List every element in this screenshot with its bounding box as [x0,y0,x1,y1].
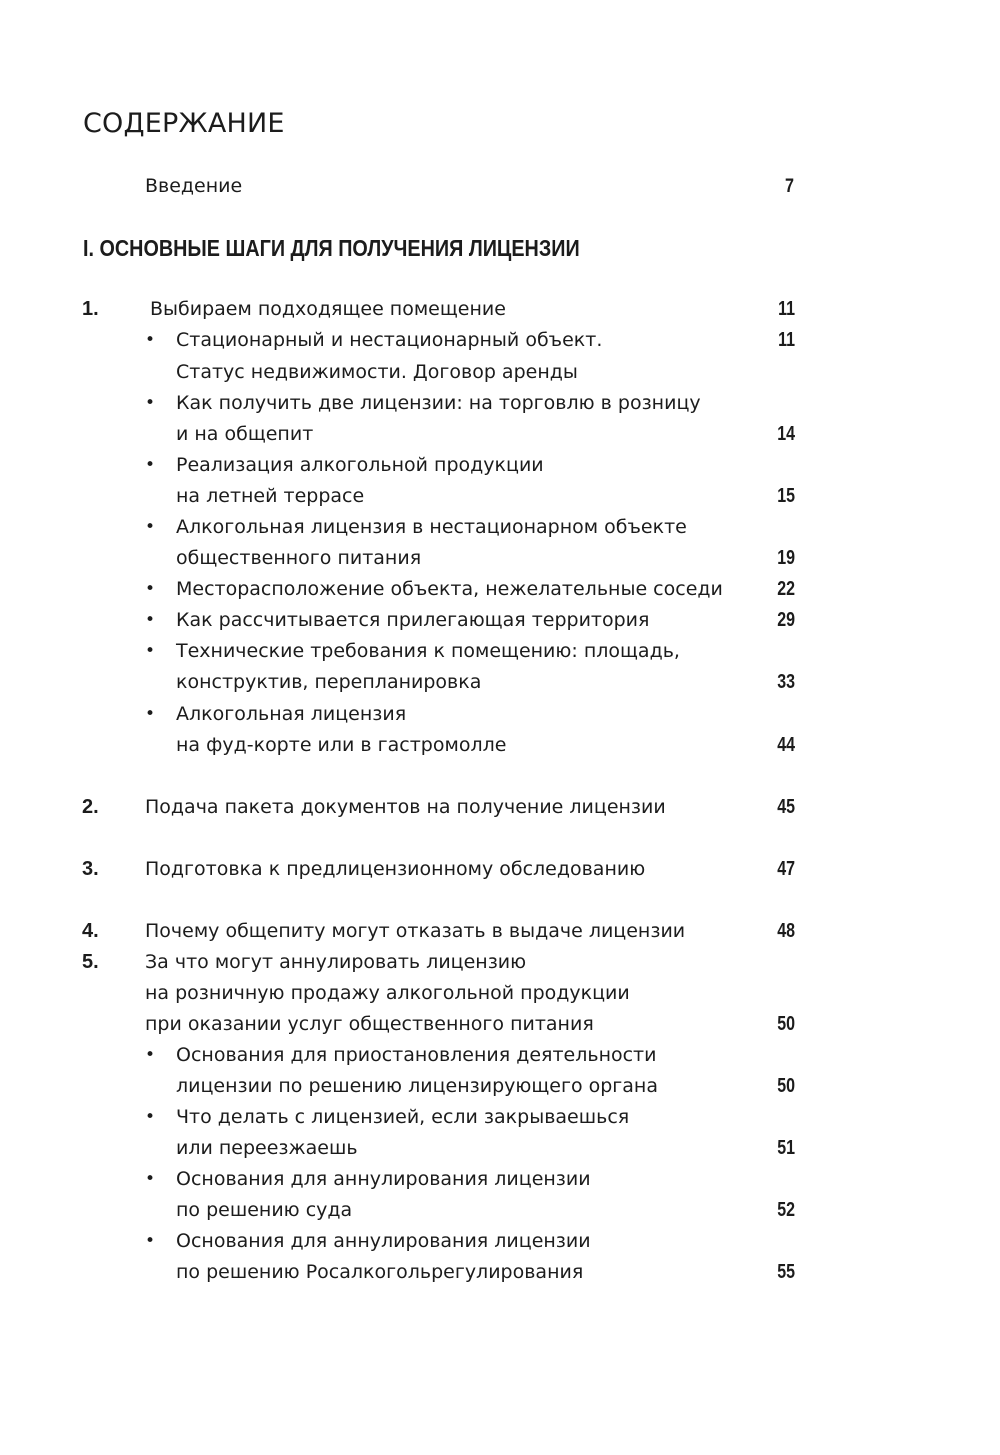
subitem-line: конструктив, перепланировка [176,671,482,693]
subitem-line: лицензии по решению лицензирующего органа [176,1075,658,1097]
chapter-title-line: на розничную продажу алкогольной продукции [145,982,630,1004]
bullet-icon: • [145,1231,156,1251]
page-number: 50 [777,1075,795,1097]
chapter-title-line: Подготовка к предлицензионному обследованию [145,858,646,880]
subitem-line: Алкогольная лицензия в нестационарном объекте [176,516,687,538]
chapter-title-line: при оказании услуг общественного питания [145,1013,594,1035]
bullet-icon: • [145,455,156,475]
page-number: 50 [777,1013,795,1035]
page-number: 47 [777,858,795,880]
bullet-icon: • [145,330,156,350]
bullet-icon: • [145,704,156,724]
subitem-line: на летней террасе [176,485,365,507]
subitem-line: Технические требования к помещению: площадь, [176,640,680,662]
section-title: I. ОСНОВНЫЕ ШАГИ ДЛЯ ПОЛУЧЕНИЯ ЛИЦЕНЗИИ [83,235,580,261]
subitem-line: Как получить две лицензии: на торговлю в розницу [176,392,701,414]
page-number: 45 [777,796,795,818]
bullet-icon: • [145,1045,156,1065]
page-number: 15 [777,485,795,507]
subitem-line: на фуд-корте или в гастромолле [176,734,507,756]
subitem-line: или переезжаешь [176,1137,358,1159]
page-number: 11 [778,329,795,351]
chapter-title-line: Выбираем подходящее помещение [150,298,506,320]
subitem-line: и на общепит [176,423,314,445]
page-number: 55 [777,1261,795,1283]
subitem-line: по решению Росалкогольрегулирования [176,1261,584,1283]
chapter-number: 2. [82,796,99,818]
page-number: 33 [777,671,795,693]
subitem-line: Основания для аннулирования лицензии [176,1230,591,1252]
subitem-line: по решению суда [176,1199,353,1221]
intro-page-number: 7 [785,176,794,197]
bullet-icon: • [145,641,156,661]
bullet-icon: • [145,610,156,630]
page-number: 29 [777,609,795,631]
subitem-line: Основания для аннулирования лицензии [176,1168,591,1190]
subitem-line: Стационарный и нестационарный объект. [176,329,603,351]
page-number: 14 [777,423,795,445]
page-number: 52 [777,1199,795,1221]
bullet-icon: • [145,1169,156,1189]
page-number: 44 [777,734,795,756]
bullet-icon: • [145,393,156,413]
chapter-number: 3. [82,858,99,880]
chapter-title-line: Подача пакета документов на получение лицензии [145,796,666,818]
subitem-line: Реализация алкогольной продукции [176,454,544,476]
page-number: 11 [778,298,795,320]
chapter-title-line: Почему общепиту могут отказать в выдаче лицензии [145,920,686,942]
chapter-number: 5. [82,951,99,973]
bullet-icon: • [145,579,156,599]
subitem-line: Основания для приостановления деятельности [176,1044,657,1066]
chapter-number: 1. [82,298,99,320]
page-number: 19 [777,547,795,569]
page-number: 51 [777,1137,795,1159]
chapter-title-line: За что могут аннулировать лицензию [145,951,527,973]
page-number: 22 [777,578,795,600]
chapter-number: 4. [82,920,99,942]
subitem-line: Месторасположение объекта, нежелательные соседи [176,578,723,600]
bullet-icon: • [145,1107,156,1127]
intro-label: Введение [145,175,243,197]
subitem-line: Статус недвижимости. Договор аренды [176,361,578,383]
page-title: СОДЕРЖАНИЕ [83,108,285,139]
subitem-line: общественного питания [176,547,422,569]
subitem-line: Как рассчитывается прилегающая территория [176,609,650,631]
page-number: 48 [777,920,795,942]
subitem-line: Алкогольная лицензия [176,703,407,725]
subitem-line: Что делать с лицензией, если закрываешься [176,1106,630,1128]
bullet-icon: • [145,517,156,537]
